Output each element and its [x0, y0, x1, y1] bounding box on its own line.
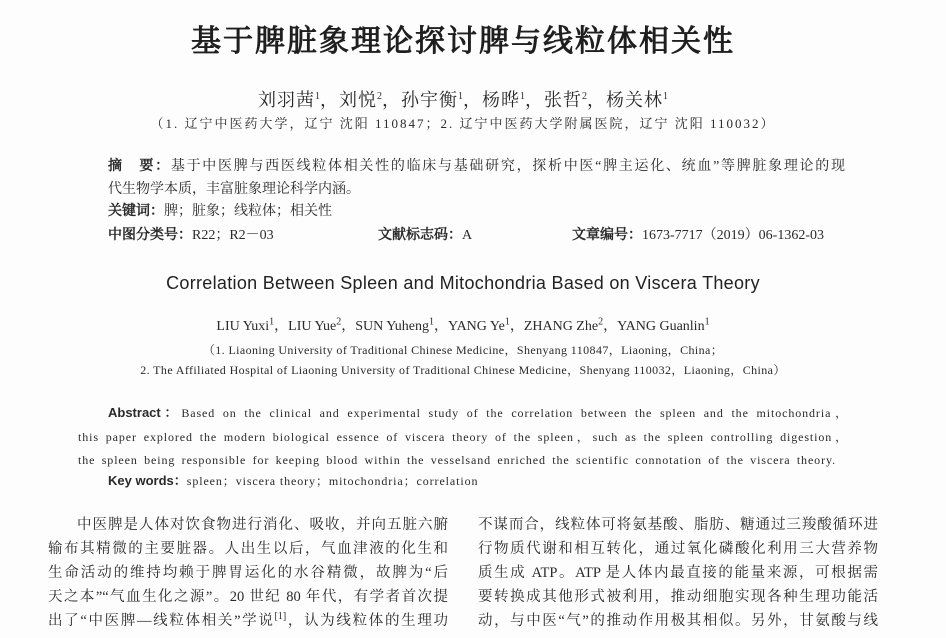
abstract-cn-label: 摘 要： [108, 159, 171, 174]
author-list-cn [0, 87, 926, 113]
author-separator: ， [603, 319, 618, 334]
page-title: 基于脾脏象理论探讨脾与线粒体相关性 [191, 24, 735, 59]
article-number-value: 1673-7717（2019）06-1362-03 [642, 228, 824, 243]
article-number-label: 文章编号： [572, 228, 642, 243]
body-line: 中医脾是人体对饮食物进行消化、吸收，并向五脏六腑 [77, 517, 448, 533]
author-separator: ， [382, 90, 401, 110]
author-name: 杨关林 [606, 90, 663, 110]
article-number [572, 226, 824, 246]
abstract-en-line: this paper explored the modern biological essence of viscera theory of the spleen，such as the spleen controlling digestion， [78, 430, 848, 444]
author-separator: ， [274, 319, 289, 334]
author-separator: ， [587, 90, 606, 110]
author-affiliation-sup: 1 [269, 316, 275, 328]
author-affiliation-sup: 2 [336, 316, 342, 328]
body-left-column [48, 513, 448, 633]
author-name-en: LIU Yuxi [216, 319, 270, 334]
author-name-en: SUN Yuheng [355, 319, 430, 334]
abstract-en-line: the spleen being responsible for keeping blood within the vesselsand enriched the scientific connotation of the viscera theory. [78, 453, 836, 467]
keywords-cn-text: 脾；脏象；线粒体；相关性 [164, 204, 332, 219]
author-affiliation-sup: 1 [663, 91, 668, 102]
author-affiliation-sup: 1 [315, 91, 320, 102]
author-separator: ， [434, 319, 449, 334]
author-name: 刘羽茜 [258, 90, 315, 110]
keywords-en-text: spleen；viscera theory；mitochondria；correlation [186, 474, 479, 488]
affiliation-en-line: 2. The Affiliated Hospital of Liaoning University of Traditional Chinese Medicine，Shenyang 110032，Liaoning，China） [140, 363, 786, 377]
author-name-en: YANG Guanlin [617, 319, 705, 334]
document-code [378, 226, 472, 246]
document-code-value: A [462, 228, 473, 243]
classification-number [108, 226, 274, 246]
keywords-cn [108, 202, 332, 222]
author-name: 刘悦 [339, 90, 377, 110]
body-line: 行物质代谢和相互转化，通过氧化磷酸化利用三大营养物 [478, 541, 878, 557]
keywords-cn-label: 关键词： [108, 204, 164, 219]
author-separator: ， [463, 90, 482, 110]
author-separator: ， [525, 90, 544, 110]
author-affiliation-sup: 2 [598, 316, 604, 328]
body-line: 动，与中医“气”的推动作用极其相似。另外，甘氨酸与线 [478, 613, 878, 629]
title-en: Correlation Between Spleen and Mitochondria Based on Viscera Theory [166, 273, 760, 293]
author-separator: ， [320, 90, 339, 110]
abstract-cn-text: 基于中医脾与西医线粒体相关性的临床与基础研究，探析中医“脾主运化、统血”等脾脏象理论的现 [170, 159, 845, 174]
author-list-en [0, 317, 926, 337]
body-line: 要转换成其他形式被利用，推动细胞实现各种生理功能活 [478, 589, 878, 605]
abstract-cn-line: 代生物学本质，丰富脏象理论科学内涵。 [108, 182, 360, 197]
document-code-label: 文献标志码： [378, 228, 462, 243]
keywords-en-label: Key words： [108, 473, 187, 488]
body-line: 质生成 ATP。ATP 是人体内最直接的能量来源，可根据需 [478, 565, 878, 581]
body-line [48, 609, 448, 633]
author-name: 杨晔 [482, 90, 520, 110]
author-name-en: YANG Ye [448, 319, 505, 334]
author-affiliation-sup: 1 [429, 316, 435, 328]
body-line: 输布其精微的主要脏器。人出生以后，气血津液的化生和 [48, 541, 448, 557]
author-separator: ， [341, 319, 356, 334]
classification-number-label: 中图分类号： [108, 228, 192, 243]
citation-ref: [1] [274, 611, 287, 623]
author-affiliation-sup: 1 [704, 316, 710, 328]
body-line-text: ，认为线粒体的生理功 [286, 613, 448, 629]
author-name: 孙宇衡 [401, 90, 458, 110]
author-name: 张哲 [544, 90, 582, 110]
author-name-en: LIU Yue [288, 319, 337, 334]
classification-number-value: R22；R2－03 [192, 228, 274, 243]
abstract-en-line [108, 403, 848, 423]
body-line: 不谋而合，线粒体可将氨基酸、脂肪、糖通过三羧酸循环进 [478, 517, 878, 533]
body-line: 生命活动的维持均赖于脾胃运化的水谷精微，故脾为“后 [48, 565, 448, 581]
abstract-en-label: Abstract： [108, 405, 182, 420]
body-line: 天之本”“气血生化之源”。20 世纪 80 年代，有学者首次提 [48, 589, 448, 605]
author-affiliation-sup: 1 [520, 91, 525, 102]
affiliation-cn: （1. 辽宁中医药大学，辽宁 沈阳 110847；2. 辽宁中医药大学附属医院，辽宁 沈阳 110032） [150, 116, 776, 131]
affiliation-en-line: （1. Liaoning University of Traditional Chinese Medicine，Shenyang 110847，Liaoning，China； [202, 343, 724, 357]
body-line-text: 出了“中医脾—线粒体相关”学说 [48, 613, 275, 629]
author-affiliation-sup: 2 [377, 91, 382, 102]
author-name-en: ZHANG Zhe [523, 319, 599, 334]
author-affiliation-sup: 1 [458, 91, 463, 102]
abstract-cn-line [108, 157, 845, 177]
keywords-en [108, 471, 478, 491]
abstract-en-text: Based on the clinical and experimental study of the correlation between the spleen and the mitochondria， [181, 406, 848, 420]
author-separator: ， [509, 319, 524, 334]
author-affiliation-sup: 1 [504, 316, 510, 328]
body-right-column [478, 513, 878, 633]
author-affiliation-sup: 2 [582, 91, 587, 102]
